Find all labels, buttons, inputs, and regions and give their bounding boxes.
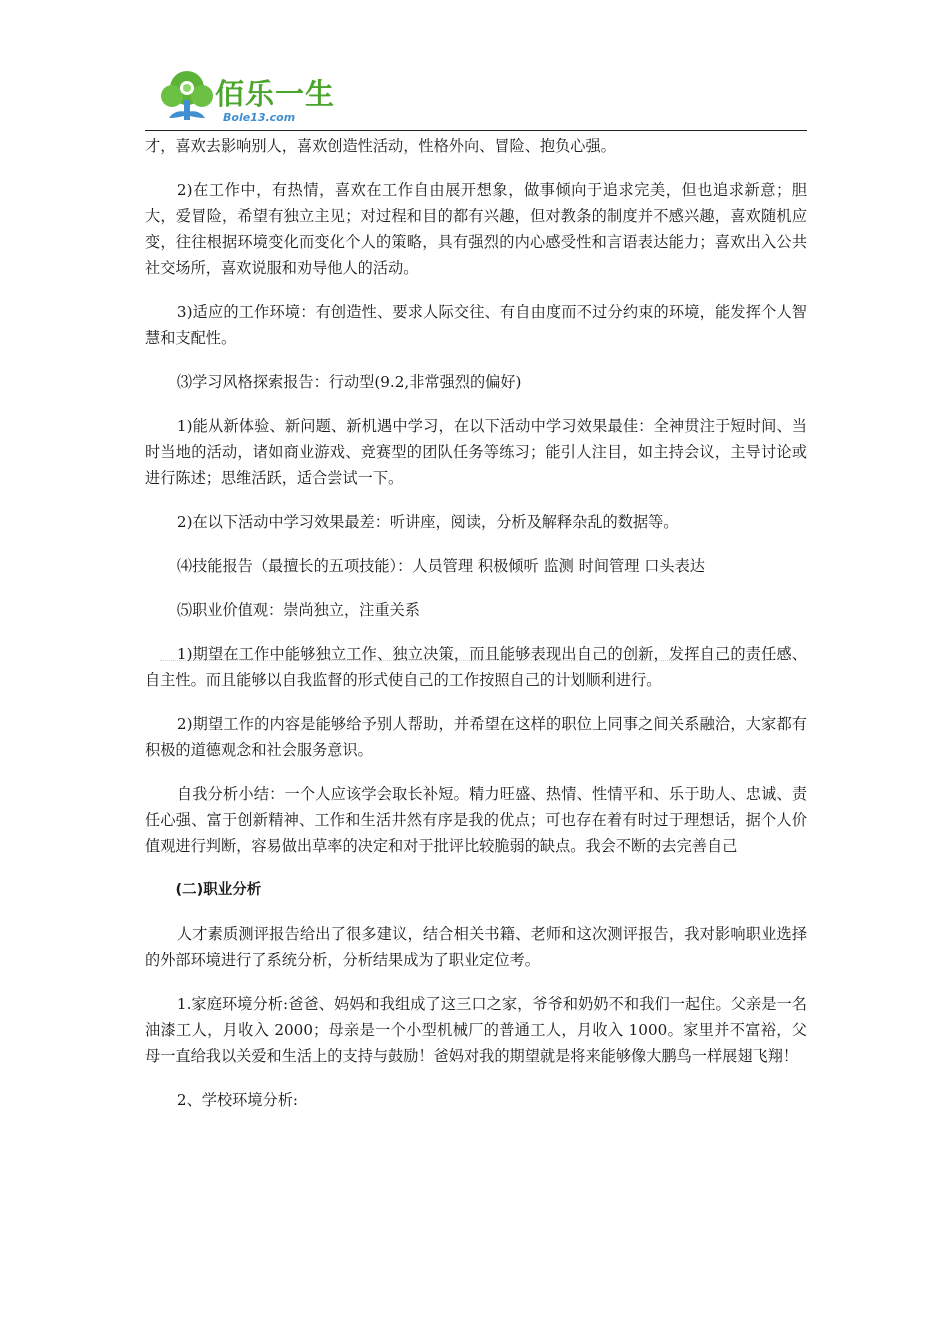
paragraph-2: 2)在工作中，有热情，喜欢在工作自由展开想象，做事倾向于追求完美，但也追求新意；胆大，爱冒险，希望有独立主见；对过程和目的都有兴趣，但对教条的制度并不感兴趣，喜欢随机应变，往往根据环境变化而变化个人的策略，具有强烈的内心感受性和言语表达能力；喜欢出入公共社交场所，喜欢说服和劝导他人的活动。: [145, 181, 807, 277]
document-body: [145, 133, 807, 1113]
logo-text: 佰乐一生: [215, 77, 336, 111]
paragraph-5: 1)能从新体验、新问题、新机遇中学习，在以下活动中学习效果最佳：全神贯注于短时间、当时当地的活动，诸如商业游戏、竞赛型的团队任务等练习；能引人注目，如主持会议，主导讨论或进行陈述；思维活跃，适合尝试一下。: [145, 417, 807, 487]
paragraph-school: 2、学校环境分析:: [176, 1091, 298, 1109]
paragraph-6: 2)在以下活动中学习效果最差：听讲座，阅读，分析及解释杂乱的数据等。: [176, 513, 679, 531]
paragraph-9: 1)期望在工作中能够独立工作、独立决策，而且能够表现出自己的创新，发挥自己的责任感、自主性。而且能够以自我监督的形式使自己的工作按照自己的计划顺利进行。: [145, 645, 807, 689]
paragraph-learning-style: ⑶学习风格探索报告：行动型(9.2,非常强烈的偏好): [176, 373, 522, 391]
paragraph-skills: ⑷技能报告（最擅长的五项技能）：人员管理 积极倾听 监测 时间管理 口头表达: [176, 557, 705, 575]
tree-logo-icon: [157, 66, 217, 128]
logo-subtext: Bole13.com: [223, 111, 296, 124]
paragraph-10: 2)期望工作的内容是能够给予别人帮助，并希望在这样的职位上同事之间关系融洽，大家都有积极的道德观念和社会服务意识。: [145, 715, 807, 759]
site-logo[interactable]: [157, 66, 347, 128]
paragraph-values: ⑸职业价值观：崇尚独立，注重关系: [176, 601, 420, 619]
header-divider: [145, 130, 807, 131]
paragraph-summary: 自我分析小结：一个人应该学会取长补短。精力旺盛、热情、性情平和、乐于助人、忠诚、责任心强、富于创新精神、工作和生活井然有序是我的优点；可也存在着有时过于理想话，据个人价值观进行判断，容易做出草率的决定和对于批评比较脆弱的缺点。我会不断的去完善自己: [145, 785, 807, 855]
section-heading: (二)职业分析: [175, 882, 262, 898]
page-header: [145, 62, 807, 132]
paragraph-family: 1.家庭环境分析:爸爸、妈妈和我组成了这三口之家，爷爷和奶奶不和我们一起住。父亲是一名油漆工人，月收入 2000；母亲是一个小型机械厂的普通工人，月收入 1000。家里并不富裕，父母一直给我以关爱和生活上的支持与鼓励！爸妈对我的期望就是将来能够像大鹏鸟一样展翅飞翔！: [145, 995, 807, 1065]
paragraph-1: 才，喜欢去影响别人，喜欢创造性活动，性格外向、冒险、抱负心强。: [145, 137, 616, 155]
paragraph-3: 3)适应的工作环境：有创造性、要求人际交往、有自由度而不过分约束的环境，能发挥个人智慧和支配性。: [145, 303, 807, 347]
paragraph-13: 人才素质测评报告给出了很多建议，结合相关书籍、老师和这次测评报告，我对影响职业选择的外部环境进行了系统分析，分析结果成为了职业定位考。: [145, 925, 807, 969]
